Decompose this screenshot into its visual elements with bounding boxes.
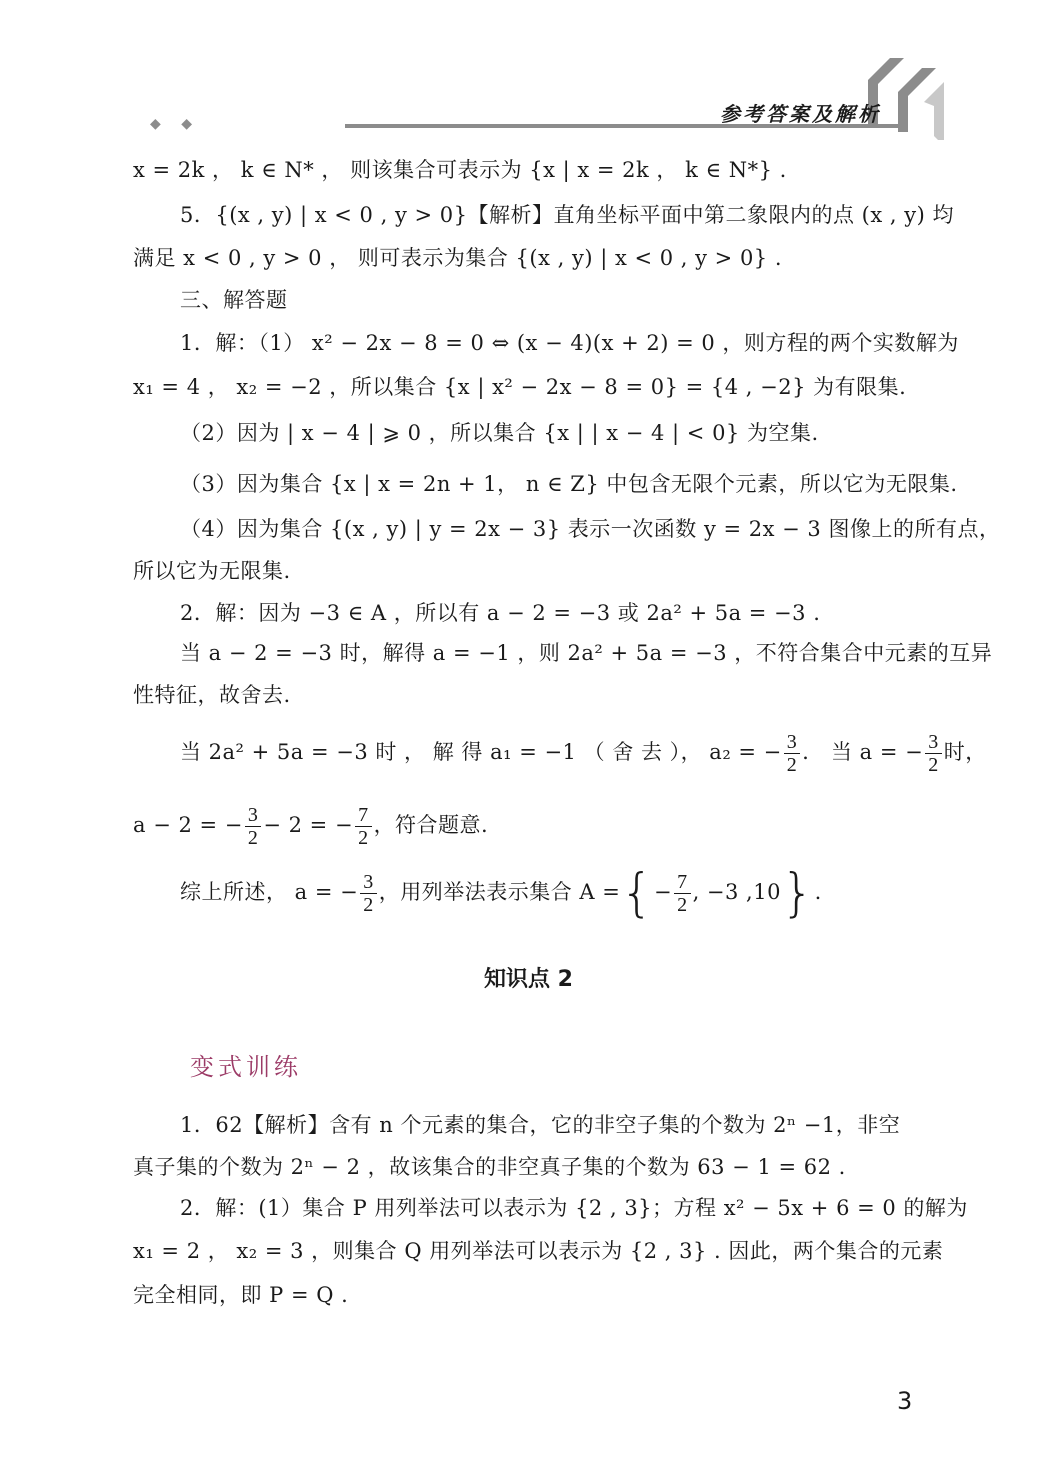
page-number: 3 — [897, 1387, 913, 1415]
text-line-15 — [133, 795, 488, 855]
text-line-12: 当 a − 2 = −3 时，解得 a = −1 ，则 2a² + 5a = −3 ，不符合集合中元素的互异 — [180, 641, 993, 665]
header-title: 参考答案及解析 — [720, 102, 881, 126]
header-diamonds: ◆ ◆ — [150, 116, 200, 132]
text-line-21: 完全相同，即 P = Q . — [133, 1283, 349, 1307]
line14-part-a: 当 2a² + 5a = −3 时 ， 解 得 a₁ = −1 （ 舍 去 ）， a₂ = − — [180, 740, 782, 764]
text-line-11: 2．解：因为 −3 ∈ A ，所以有 a − 2 = −3 或 2a² + 5a = −3 . — [180, 601, 821, 625]
line15-part-c: ，符合题意. — [373, 813, 489, 837]
text-line-8: （3）因为集合 {x | x = 2n + 1， n ∈ Z} 中包含无限个元素，所以它为无限集. — [180, 472, 958, 496]
text-line-14 — [180, 722, 987, 782]
line15-part-a: a − 2 = − — [133, 813, 243, 837]
line15-part-b: − 2 = − — [263, 813, 354, 837]
line16-part-e: . — [814, 880, 822, 904]
text-line-17: 1．62【解析】含有 n 个元素的集合，它的非空子集的个数为 2ⁿ −1，非空 — [180, 1113, 901, 1137]
text-line-3: 满足 x < 0 , y > 0 ， 则可表示为集合 {(x , y) | x < 0 , y > 0} . — [133, 246, 783, 270]
fraction-7-2: $\frac{7}{2}$ — [674, 871, 691, 916]
right-brace: } — [780, 863, 815, 924]
text-line-20: x₁ = 2 ， x₂ = 3 ，则集合 Q 用列举法可以表示为 {2 , 3} . 因此，两个集合的元素 — [133, 1239, 944, 1263]
section-title: 知识点 2 — [484, 967, 573, 992]
line14-part-b: ． 当 a = − — [802, 740, 924, 764]
text-line-7: （2）因为 | x − 4 | ⩾ 0 ，所以集合 {x | | x − 4 | < 0} 为空集. — [180, 421, 819, 445]
section-heading-answers: 三、解答题 — [180, 288, 288, 312]
text-line-18: 真子集的个数为 2ⁿ − 2 ，故该集合的非空真子集的个数为 63 − 1 = 62 . — [133, 1155, 846, 1179]
text-line-6: x₁ = 4 ， x₂ = −2 ，所以集合 {x | x² − 2x − 8 = 0} = {4 , −2} 为有限集. — [133, 375, 907, 399]
text-line-2: 5．{(x , y) | x < 0 , y > 0}【解析】直角坐标平面中第二象限内的点 (x , y) 均 — [180, 203, 954, 227]
text-line-5: 1．解：（1） x² − 2x − 8 = 0 ⇔ (x − 4)(x + 2) = 0 ，则方程的两个实数解为 — [180, 331, 959, 355]
text-line-13: 性特征，故舍去. — [133, 683, 291, 707]
text-line-9: （4）因为集合 {(x , y) | y = 2x − 3} 表示一次函数 y = 2x − 3 图像上的所有点， — [180, 517, 1001, 541]
line16-part-a: 综上所述， a = − — [180, 880, 359, 904]
fraction-3-2: $\frac{3}{2}$ — [245, 804, 262, 849]
fraction-7-2: $\frac{7}{2}$ — [355, 804, 372, 849]
text-line-19: 2．解：(1）集合 P 用列举法可以表示为 {2 , 3}；方程 x² − 5x + 6 = 0 的解为 — [180, 1196, 968, 1220]
fraction-3-2: $\frac{3}{2}$ — [784, 731, 801, 776]
left-brace: { — [620, 863, 654, 924]
line16-part-b: ，用列举法表示集合 A = — [378, 880, 621, 904]
line16-part-c: − — [653, 880, 673, 904]
line16-part-d: , −3 ,10 — [692, 880, 781, 904]
text-line-16 — [180, 862, 822, 922]
text-line-1: x = 2k ， k ∈ N* ， 则该集合可表示为 {x | x = 2k ， k ∈ N*} . — [133, 158, 787, 182]
text-line-10: 所以它为无限集. — [133, 559, 291, 583]
fraction-3-2: $\frac{3}{2}$ — [925, 731, 942, 776]
variant-title: 变式训练 — [190, 1053, 302, 1081]
line14-part-c: 时， — [943, 740, 987, 764]
fraction-3-2: $\frac{3}{2}$ — [360, 871, 377, 916]
